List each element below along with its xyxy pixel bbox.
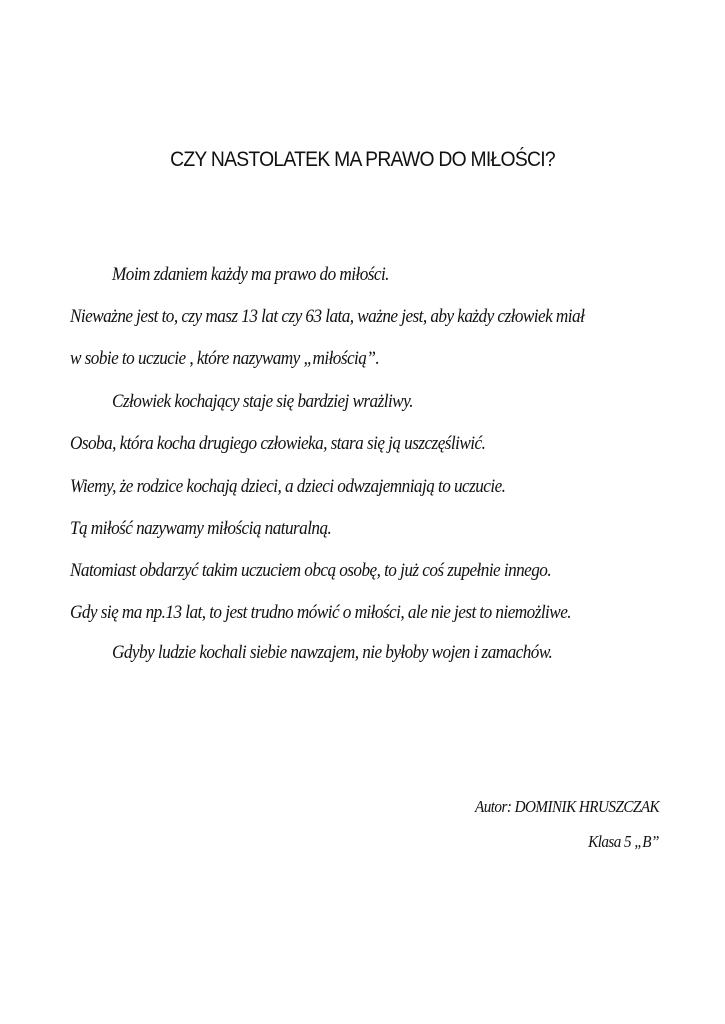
paragraph-line: Wiemy, że rodzice kochają dzieci, a dzieci odwzajemniają to uczucie. (70, 477, 506, 497)
paragraph-line: Osoba, która kocha drugiego człowieka, stara się ją uszczęśliwić. (70, 434, 486, 454)
paragraph-line: Moim zdaniem każdy ma prawo do miłości. (112, 265, 389, 285)
class-label: Klasa 5 „B” (588, 832, 659, 851)
paragraph-line: Człowiek kochający staje się bardziej wrażliwy. (112, 392, 413, 412)
paragraph-line: w sobie to uczucie , które nazywamy „miłością”. (70, 349, 380, 369)
paragraph-line: Tą miłość nazywamy miłością naturalną. (70, 519, 332, 539)
paragraph-line: Gdyby ludzie kochali siebie nawzajem, nie byłoby wojen i zamachów. (112, 643, 553, 663)
author-signature: Autor: DOMINIK HRUSZCZAK (474, 797, 659, 816)
paragraph-line: Gdy się ma np.13 lat, to jest trudno mówić o miłości, ale nie jest to niemożliwe. (70, 603, 572, 623)
page-title: CZY NASTOLATEK MA PRAWO DO MIŁOŚCI? (170, 148, 555, 171)
paragraph-line: Natomiast obdarzyć takim uczuciem obcą osobę, to już coś zupełnie innego. (70, 561, 552, 581)
paragraph-line: Nieważne jest to, czy masz 13 lat czy 63 lata, ważne jest, aby każdy człowiek miał (70, 307, 585, 327)
